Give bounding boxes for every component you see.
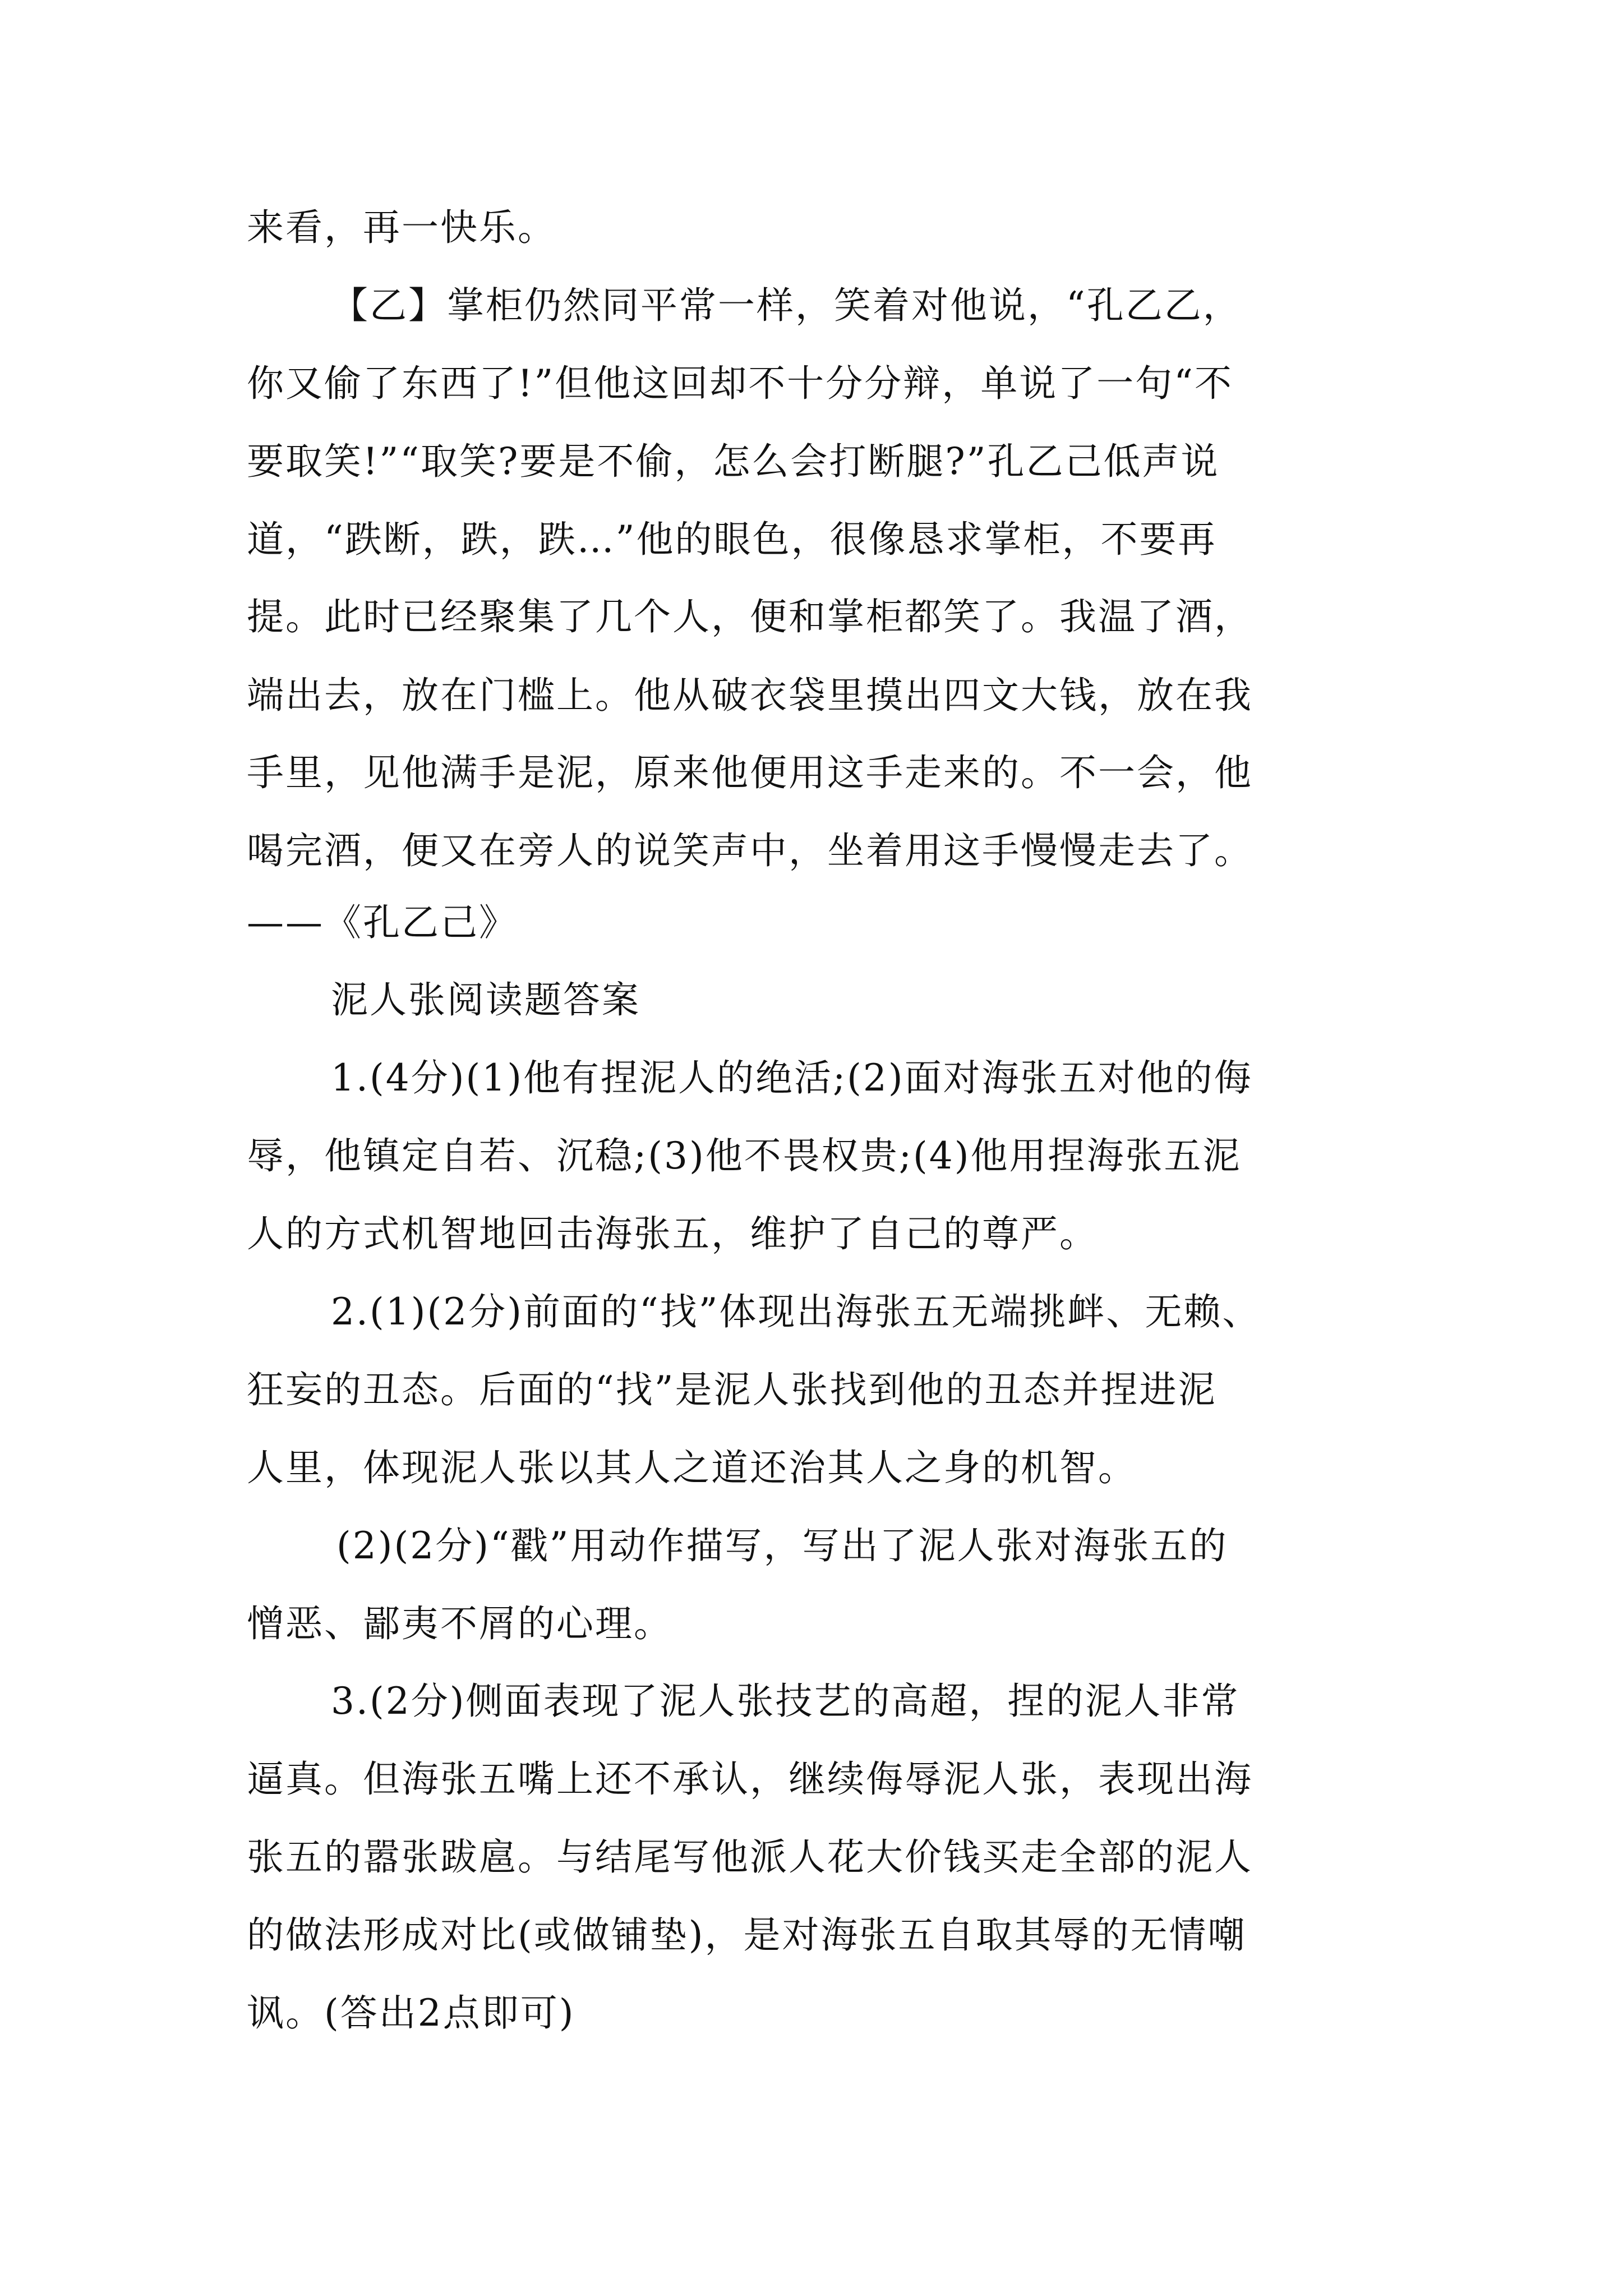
answer-1-line-1: 1.(4分)(1)他有捏泥人的绝活;(2)面对海张五对他的侮 <box>331 1056 1253 1099</box>
answer-2-2-line-1: (2)(2分)“戳”用动作描写，写出了泥人张对海张五的 <box>336 1524 1228 1567</box>
source-citation: ——《孔乙己》 <box>247 901 518 944</box>
text-line-4: 要取笑!”“取笑?要是不偷，怎么会打断腿?”孔乙己低声说 <box>247 440 1220 483</box>
answer-2-2-line-2: 憎恶、鄙夷不屑的心理。 <box>247 1602 672 1645</box>
answer-3-line-3: 张五的嚣张跋扈。与结尾写他派人花大价钱买走全部的泥人 <box>247 1835 1253 1879</box>
answer-3-line-2: 逼真。但海张五嘴上还不承认，继续侮辱泥人张，表现出海 <box>247 1757 1253 1801</box>
section-heading: 泥人张阅读题答案 <box>331 978 640 1022</box>
text-line-6: 提。此时已经聚集了几个人，便和掌柜都笑了。我温了酒， <box>247 595 1253 638</box>
text-line-7: 端出去，放在门槛上。他从破衣袋里摸出四文大钱，放在我 <box>247 674 1253 717</box>
text-line-9: 喝完酒，便又在旁人的说笑声中，坐着用这手慢慢走去了。 <box>247 829 1253 872</box>
answer-3-line-4: 的做法形成对比(或做铺垫)，是对海张五自取其辱的无情嘲 <box>247 1913 1247 1957</box>
text-line-5: 道，“跌断，跌，跌…”他的眼色，很像恳求掌柜，不要再 <box>247 518 1217 561</box>
text-line-2: 【乙】掌柜仍然同平常一样，笑着对他说，“孔乙乙， <box>331 284 1242 327</box>
text-line-8: 手里，见他满手是泥，原来他便用这手走来的。不一会，他 <box>247 751 1253 794</box>
text-line-1: 来看，再一快乐。 <box>247 206 556 249</box>
answer-2-1-line-1: 2.(1)(2分)前面的“找”体现出海张五无端挑衅、无赖、 <box>331 1290 1261 1333</box>
answer-2-1-line-2: 狂妄的丑态。后面的“找”是泥人张找到他的丑态并捏进泥 <box>247 1368 1217 1411</box>
answer-1-line-3: 人的方式机智地回击海张五，维护了自己的尊严。 <box>247 1212 1098 1255</box>
answer-3-line-1: 3.(2分)侧面表现了泥人张技艺的高超，捏的泥人非常 <box>331 1680 1240 1723</box>
text-line-3: 你又偷了东西了!”但他这回却不十分分辩，单说了一句“不 <box>247 362 1234 405</box>
answer-1-line-2: 辱，他镇定自若、沉稳;(3)他不畏权贵;(4)他用捏海张五泥 <box>247 1134 1242 1177</box>
answer-2-1-line-3: 人里，体现泥人张以其人之道还治其人之身的机智。 <box>247 1446 1137 1489</box>
answer-3-line-5: 讽。(答出2点即可) <box>247 1991 575 2035</box>
